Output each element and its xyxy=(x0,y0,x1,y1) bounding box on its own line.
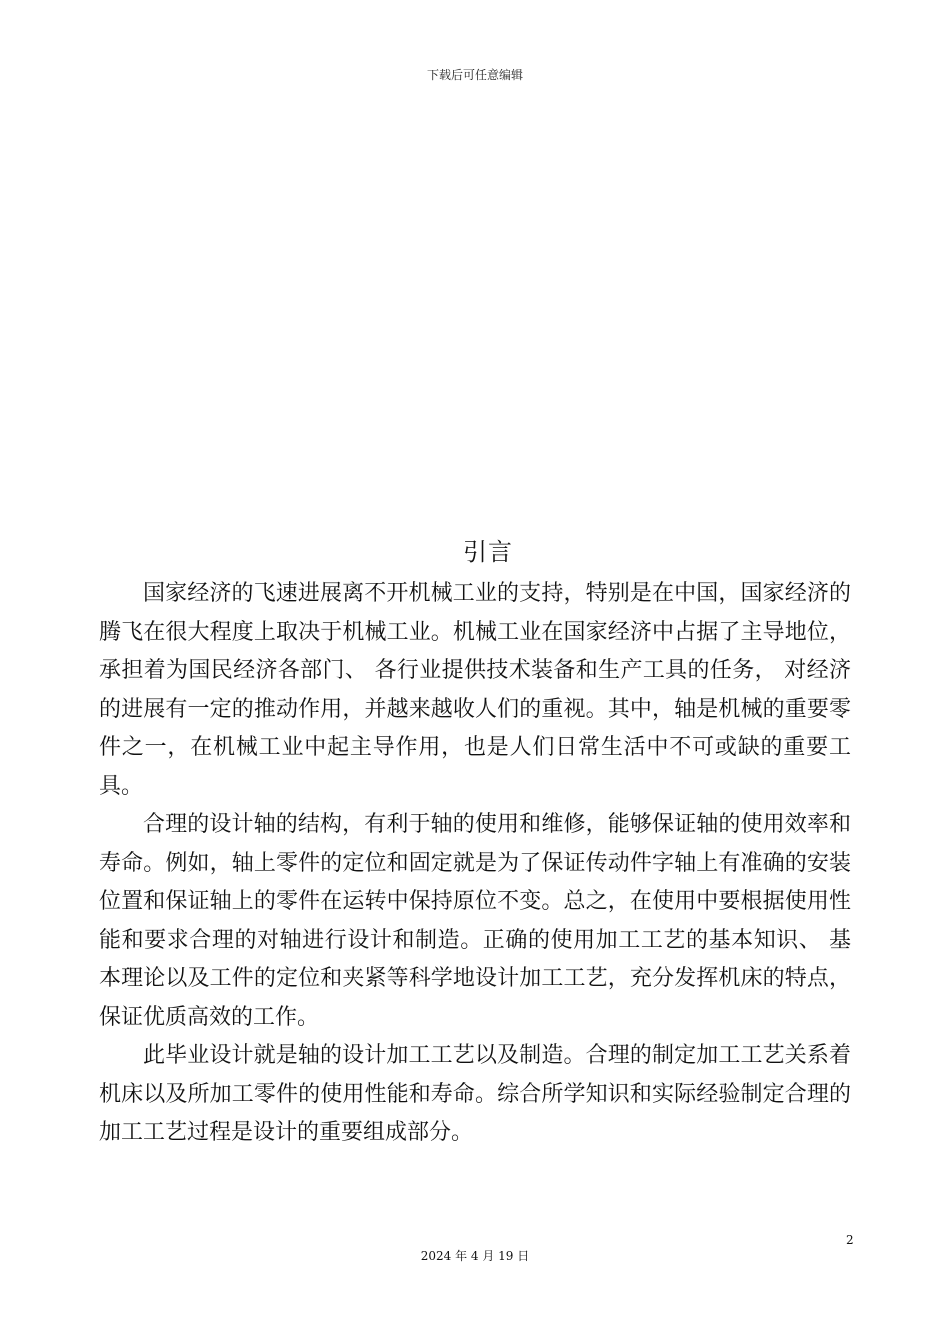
document-title: 引言 xyxy=(463,538,513,566)
document-body xyxy=(99,575,851,1153)
page-number: 2 xyxy=(846,1233,854,1247)
header-note: 下载后可任意编辑 xyxy=(426,68,523,82)
footer-date: 2024 年 4 月 19 日 xyxy=(420,1249,530,1263)
paragraph-1: 国家经济的飞速进展离不开机械工业的支持，特别是在中国，国家经济的腾飞在很大程度上取决于机械工业。机械工业在国家经济中占据了主导地位，承担着为国民经济各部门、 各行业提供技术装备和生产工具的任务， 对经济的进展有一定的推动作用，并越来越收人们的重视。其中，轴是机械的重要零件之一，在机械工业中起主导作用，也是人们日常生活中不可或缺的重要工具。 xyxy=(99,581,851,799)
paragraph-2: 合理的设计轴的结构，有利于轴的使用和维修，能够保证轴的使用效率和寿命。例如，轴上零件的定位和固定就是为了保证传动件字轴上有准确的安装位置和保证轴上的零件在运转中保持原位不变。总之，在使用中要根据使用性能和要求合理的对轴进行设计和制造。正确的使用加工工艺的基本知识、 基本理论以及工件的定位和夹紧等科学地设计加工工艺，充分发挥机床的特点，保证优质高效的工作。 xyxy=(99,812,851,1030)
paragraph-3: 此毕业设计就是轴的设计加工工艺以及制造。合理的制定加工工艺关系着机床以及所加工零件的使用性能和寿命。综合所学知识和实际经验制定合理的加工工艺过程是设计的重要组成部分。 xyxy=(99,1043,851,1145)
